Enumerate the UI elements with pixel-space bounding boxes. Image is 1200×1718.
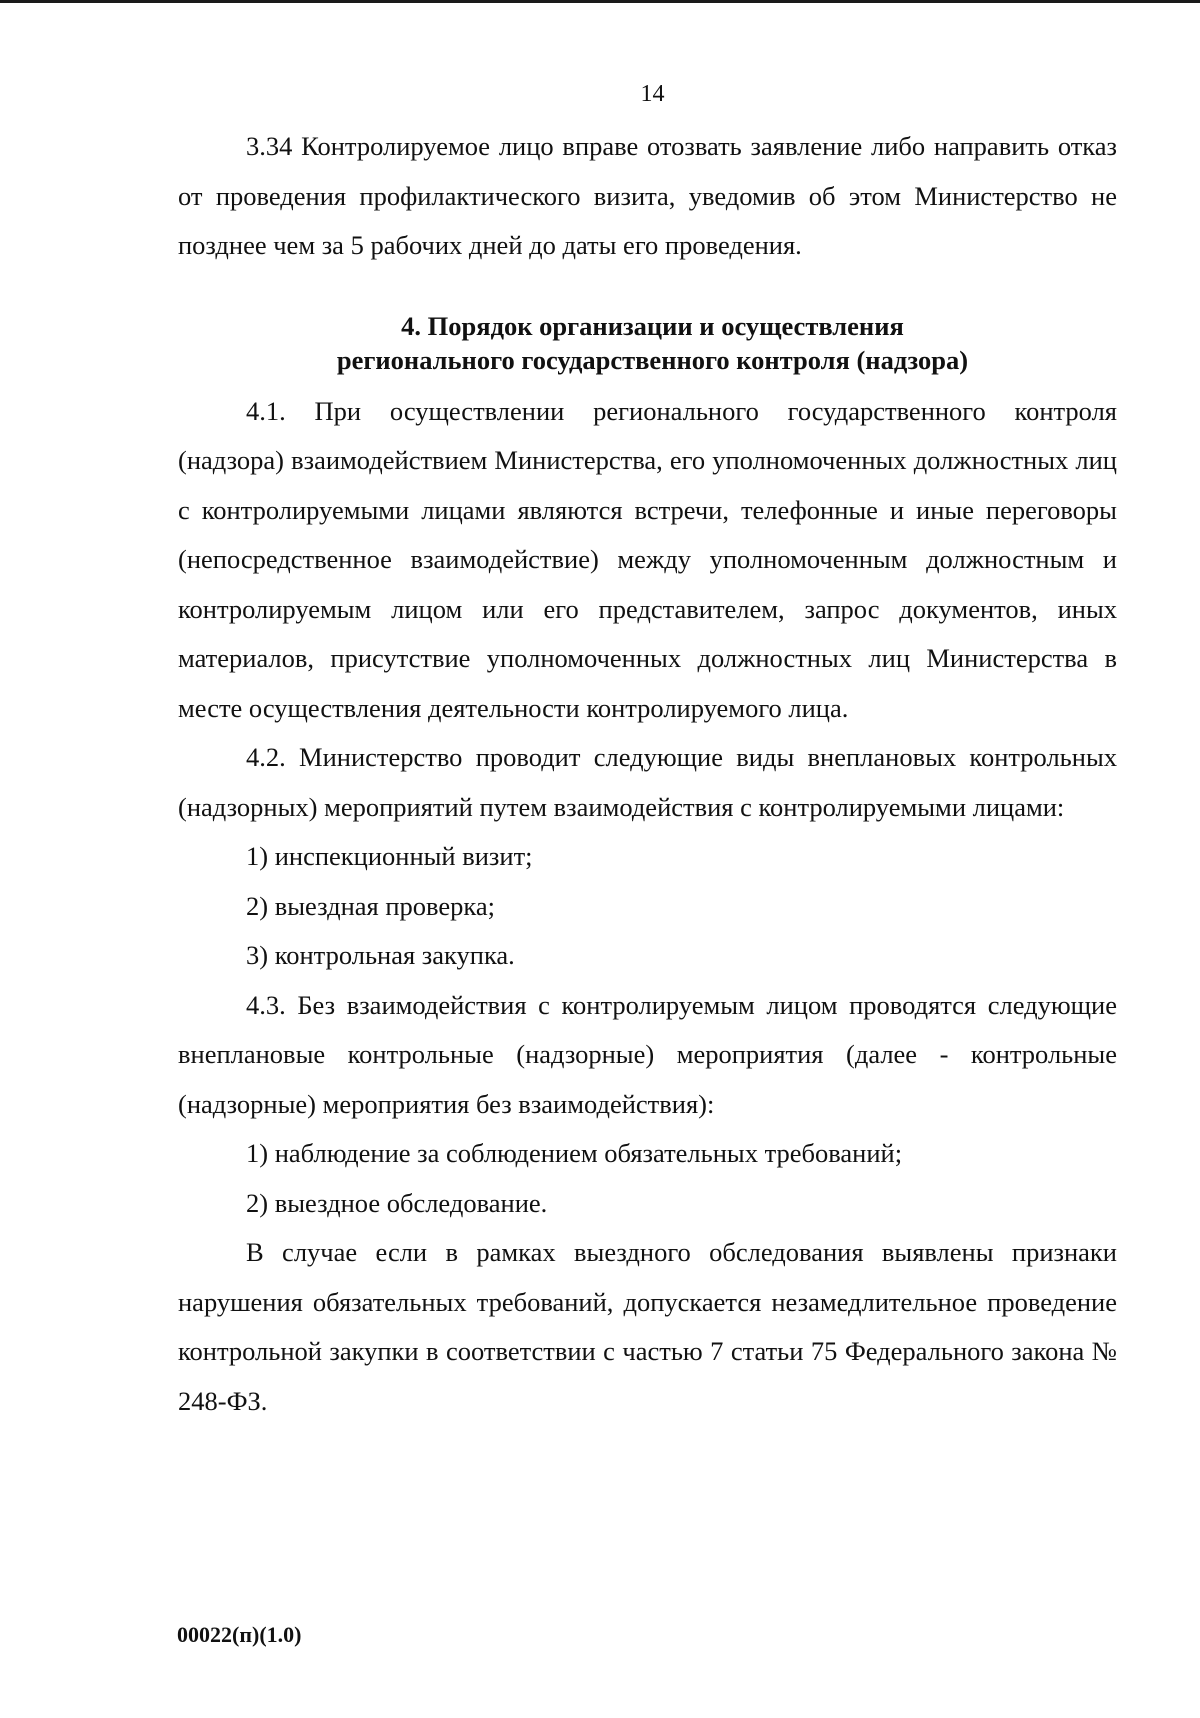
section-heading <box>178 309 1117 377</box>
list-item: 2) выездное обследование. <box>246 1187 548 1218</box>
scan-top-border <box>0 0 1200 3</box>
list-item: 3) контрольная закупка. <box>246 940 515 970</box>
list-item: 2) выездная проверка; <box>246 890 495 921</box>
list-item: 1) наблюдение за соблюдением обязательных требований; <box>246 1138 903 1168</box>
paragraph-4-3: 4.3. Без взаимодействия с контролируемым лицом проводятся следующие внеплановые контрольные (надзорные) мероприятия (далее - контрольные (надзорные) мероприятия без взаимодействия): <box>178 989 1117 1119</box>
page-number: 14 <box>640 81 665 107</box>
paragraph-4-1: 4.1. При осуществлении регионального государственного контроля (надзора) взаимодействием Министерства, его уполномоченных должностных лиц с контролируемыми лицами являются встречи, телефонные и иные переговоры (непосредственное взаимодействие) между уполномоченным должностным и контролируемым лицом или его представителем, запрос документов, иных материалов, присутствие уполномоченных должностных лиц Министерства в месте осуществления деятельности контролируемого лица. <box>178 395 1117 723</box>
paragraph-4-2: 4.2. Министерство проводит следующие виды внеплановых контрольных (надзорных) мероприятий путем взаимодействия с контролируемыми лицами: <box>178 742 1117 822</box>
list-item: 1) инспекционный визит; <box>246 841 533 871</box>
document-page <box>178 78 1117 1426</box>
paragraph-3-34: 3.34 Контролируемое лицо вправе отозвать заявление либо направить отказ от проведения профилактического визита, уведомив об этом Министерство не позднее чем за 5 рабочих дней до даты его проведения. <box>178 131 1117 260</box>
section-heading-line-2: регионального государственного контроля (надзора) <box>336 344 969 375</box>
paragraph-closing: В случае если в рамках выездного обследования выявлены признаки нарушения обязательных требований, допускается незамедлительное проведение контрольной закупки в соответствии с частью 7 статьи 75 Федерального закона № 248-ФЗ. <box>178 1237 1117 1416</box>
section-heading-line-1: 4. Порядок организации и осуществления <box>401 310 904 341</box>
document-code: 00022(п)(1.0) <box>177 1622 302 1647</box>
